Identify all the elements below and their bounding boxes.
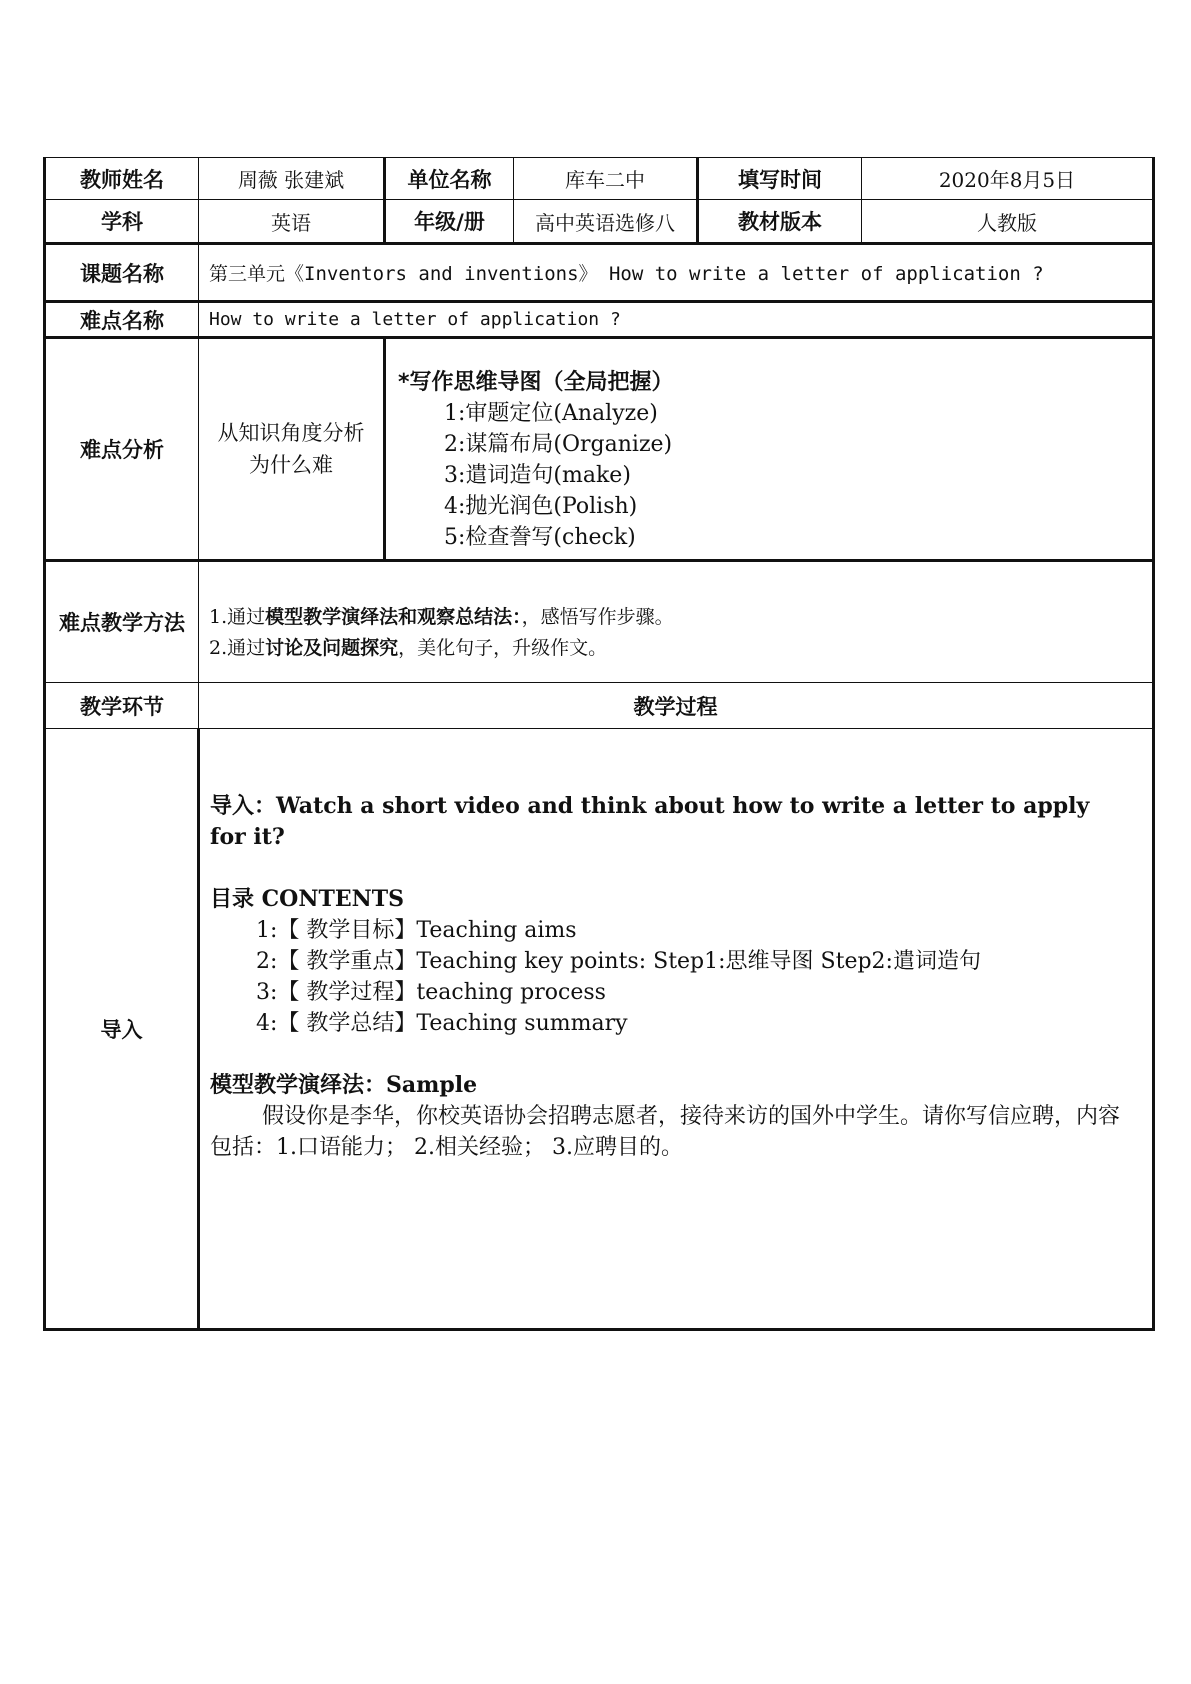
spacer	[210, 853, 1132, 884]
unit-value: 库车二中	[514, 158, 698, 200]
method-label: 难点教学方法	[45, 561, 199, 683]
row-teacher	[45, 158, 1154, 200]
mindmap-item: 5:检查誊写(check)	[444, 525, 636, 550]
method-line-2	[209, 633, 1152, 664]
method-line1-bold: 模型教学演绎法和观察总结法：	[265, 606, 522, 628]
sample-title: 模型教学演绎法：Sample	[210, 1072, 478, 1098]
method-line1-prefix: 1.通过	[209, 606, 266, 628]
section-left-header: 教学环节	[45, 683, 199, 729]
analysis-mindmap	[385, 338, 1154, 561]
row-intro	[45, 729, 1154, 1330]
lesson-plan-table	[43, 157, 1155, 1331]
subject-value: 英语	[199, 200, 385, 244]
contents-item: 1:【 教学目标】Teaching aims	[256, 918, 577, 943]
date-label: 填写时间	[698, 158, 862, 200]
edition-label: 教材版本	[698, 200, 862, 244]
intro-lead: 导入：Watch a short video and think about how to write a letter to apply for it?	[210, 793, 1090, 850]
row-method	[45, 561, 1154, 683]
contents-item: 2:【 教学重点】Teaching key points: Step1:思维导图 Step2:遣词造句	[256, 949, 981, 974]
row-difficulty	[45, 302, 1154, 338]
contents-item: 3:【 教学过程】teaching process	[256, 980, 606, 1005]
analysis-label: 难点分析	[45, 338, 199, 561]
edition-value: 人教版	[862, 200, 1154, 244]
contents-title: 目录 CONTENTS	[210, 886, 404, 912]
grade-value: 高中英语选修八	[514, 200, 698, 244]
mindmap-item: 3:遣词造句(make)	[444, 463, 631, 488]
sample-text: 假设你是李华，你校英语协会招聘志愿者，接待来访的国外中学生。请你写信应聘，内容包括：1.口语能力； 2.相关经验； 3.应聘目的。	[210, 1104, 1121, 1160]
grade-label: 年级/册	[385, 200, 514, 244]
analysis-reason-line2: 为什么难	[249, 453, 333, 477]
mindmap-item: 4:抛光润色(Polish)	[444, 494, 638, 519]
row-subject	[45, 200, 1154, 244]
method-line-1	[209, 602, 1152, 633]
method-line1-suffix: ，感悟写作步骤。	[521, 606, 674, 628]
method-line2-suffix: ，美化句子，升级作文。	[398, 637, 608, 659]
difficulty-label: 难点名称	[45, 302, 199, 338]
teacher-label: 教师姓名	[45, 158, 199, 200]
difficulty-value: How to write a letter of application ?	[199, 302, 1154, 338]
method-line2-bold: 讨论及问题探究	[265, 637, 399, 659]
contents-item: 4:【 教学总结】Teaching summary	[256, 1011, 628, 1036]
mindmap-heading: *写作思维导图（全局把握）	[398, 370, 674, 395]
date-value: 2020年8月5日	[862, 158, 1154, 200]
topic-value: 第三单元《Inventors and inventions》 How to write a letter of application ?	[199, 244, 1154, 302]
teacher-value: 周薇 张建斌	[199, 158, 385, 200]
spacer	[210, 1039, 1132, 1070]
analysis-reason-line1: 从知识角度分析	[217, 421, 365, 445]
intro-label: 导入	[45, 729, 199, 1330]
unit-label: 单位名称	[385, 158, 514, 200]
row-section-header	[45, 683, 1154, 729]
method-text	[199, 561, 1154, 683]
mindmap-item: 1:审题定位(Analyze)	[444, 401, 658, 426]
subject-label: 学科	[45, 200, 199, 244]
topic-label: 课题名称	[45, 244, 199, 302]
analysis-reason	[199, 338, 385, 561]
mindmap-item: 2:谋篇布局(Organize)	[444, 432, 673, 457]
row-topic	[45, 244, 1154, 302]
row-analysis	[45, 338, 1154, 561]
section-right-header: 教学过程	[199, 683, 1154, 729]
intro-content	[199, 729, 1154, 1330]
method-line2-prefix: 2.通过	[209, 637, 266, 659]
